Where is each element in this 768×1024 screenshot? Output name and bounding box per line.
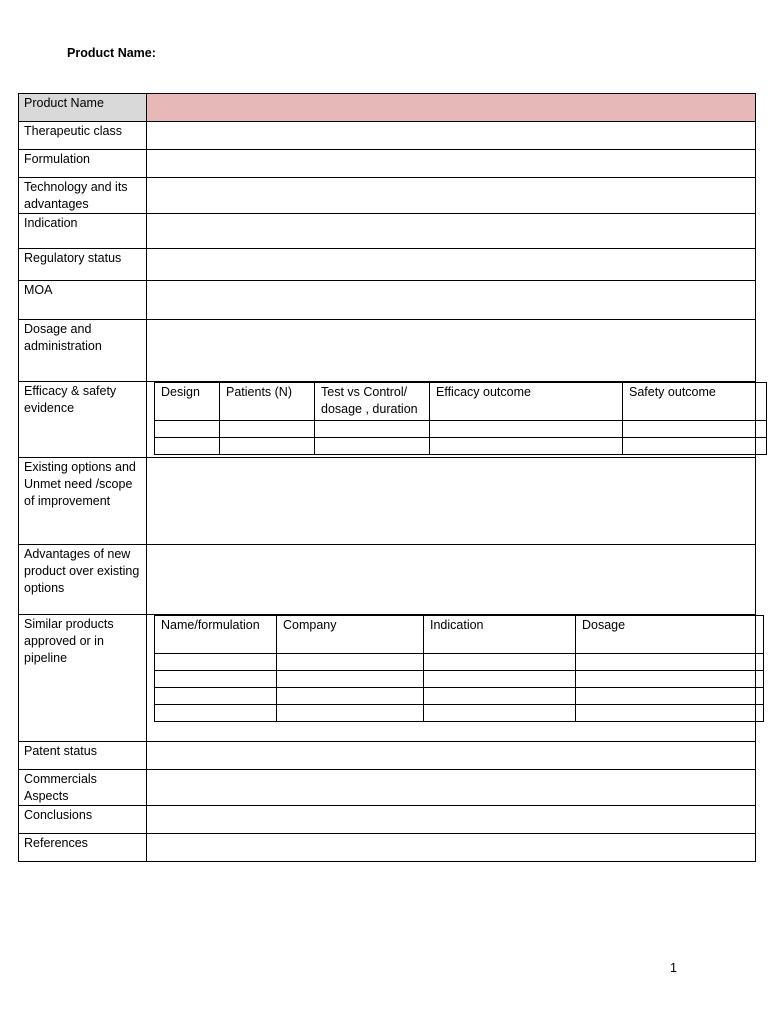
- evidence-cell[interactable]: [155, 421, 220, 438]
- label-commercials: Commercials Aspects: [19, 770, 147, 806]
- similar-row: [155, 671, 764, 688]
- field-patent-status[interactable]: [147, 742, 756, 770]
- page-heading: Product Name:: [67, 46, 156, 60]
- row-dosage-administration: [19, 320, 756, 382]
- evidence-row: [155, 438, 767, 455]
- similar-cell[interactable]: [155, 671, 277, 688]
- field-dosage-administration[interactable]: [147, 320, 756, 382]
- row-efficacy-safety: [19, 382, 756, 458]
- evidence-header-patients: Patients (N): [220, 383, 315, 421]
- label-formulation: Formulation: [19, 150, 147, 178]
- similar-cell[interactable]: [155, 688, 277, 705]
- field-existing-options[interactable]: [147, 458, 756, 545]
- similar-cell[interactable]: [277, 654, 424, 671]
- row-advantages: [19, 545, 756, 615]
- field-advantages[interactable]: [147, 545, 756, 615]
- evidence-cell[interactable]: [623, 438, 767, 455]
- row-formulation: [19, 150, 756, 178]
- similar-products-cell: [147, 615, 756, 742]
- evidence-header-design: Design: [155, 383, 220, 421]
- similar-cell[interactable]: [576, 671, 764, 688]
- similar-cell[interactable]: [424, 688, 576, 705]
- row-technology: [19, 178, 756, 214]
- row-references: [19, 834, 756, 862]
- evidence-cell[interactable]: [220, 438, 315, 455]
- similar-cell[interactable]: [424, 705, 576, 722]
- similar-cell[interactable]: [277, 671, 424, 688]
- similar-cell[interactable]: [424, 654, 576, 671]
- field-therapeutic-class[interactable]: [147, 122, 756, 150]
- similar-cell[interactable]: [155, 705, 277, 722]
- evidence-cell[interactable]: [623, 421, 767, 438]
- label-dosage-administration: Dosage and administration: [19, 320, 147, 382]
- label-existing-options: Existing options and Unmet need /scope of improvement: [19, 458, 147, 545]
- evidence-header-test-vs-control: Test vs Control/ dosage , duration: [315, 383, 430, 421]
- evidence-cell[interactable]: [315, 421, 430, 438]
- efficacy-evidence-cell: [147, 382, 756, 458]
- row-commercials: [19, 770, 756, 806]
- similar-header-row: [155, 616, 764, 654]
- similar-cell[interactable]: [576, 654, 764, 671]
- field-regulatory-status[interactable]: [147, 249, 756, 281]
- row-therapeutic-class: [19, 122, 756, 150]
- label-regulatory-status: Regulatory status: [19, 249, 147, 281]
- label-therapeutic-class: Therapeutic class: [19, 122, 147, 150]
- similar-cell[interactable]: [576, 688, 764, 705]
- row-patent-status: [19, 742, 756, 770]
- product-profile-table: [18, 93, 756, 862]
- field-formulation[interactable]: [147, 150, 756, 178]
- efficacy-evidence-table: [154, 382, 767, 455]
- field-moa[interactable]: [147, 281, 756, 320]
- field-conclusions[interactable]: [147, 806, 756, 834]
- similar-cell[interactable]: [277, 688, 424, 705]
- row-moa: [19, 281, 756, 320]
- page-number: 1: [670, 961, 677, 975]
- similar-cell[interactable]: [576, 705, 764, 722]
- label-advantages: Advantages of new product over existing options: [19, 545, 147, 615]
- similar-header-dosage: Dosage: [576, 616, 764, 654]
- label-indication: Indication: [19, 214, 147, 249]
- evidence-cell[interactable]: [430, 421, 623, 438]
- similar-header-company: Company: [277, 616, 424, 654]
- evidence-row: [155, 421, 767, 438]
- similar-cell[interactable]: [155, 654, 277, 671]
- similar-header-name-formulation: Name/formulation: [155, 616, 277, 654]
- similar-row: [155, 705, 764, 722]
- similar-cell[interactable]: [424, 671, 576, 688]
- field-commercials[interactable]: [147, 770, 756, 806]
- evidence-cell[interactable]: [315, 438, 430, 455]
- row-regulatory-status: [19, 249, 756, 281]
- evidence-header-row: [155, 383, 767, 421]
- field-technology[interactable]: [147, 178, 756, 214]
- field-references[interactable]: [147, 834, 756, 862]
- evidence-header-safety-outcome: Safety outcome: [623, 383, 767, 421]
- evidence-header-efficacy-outcome: Efficacy outcome: [430, 383, 623, 421]
- similar-header-indication: Indication: [424, 616, 576, 654]
- row-similar-products: [19, 615, 756, 742]
- similar-row: [155, 654, 764, 671]
- field-indication[interactable]: [147, 214, 756, 249]
- row-existing-options: [19, 458, 756, 545]
- label-references: References: [19, 834, 147, 862]
- label-moa: MOA: [19, 281, 147, 320]
- row-conclusions: [19, 806, 756, 834]
- label-efficacy-safety: Efficacy & safety evidence: [19, 382, 147, 458]
- label-similar-products: Similar products approved or in pipeline: [19, 615, 147, 742]
- label-conclusions: Conclusions: [19, 806, 147, 834]
- similar-row: [155, 688, 764, 705]
- evidence-cell[interactable]: [430, 438, 623, 455]
- label-product-name: Product Name: [19, 94, 147, 122]
- similar-products-table: [154, 615, 764, 722]
- evidence-cell[interactable]: [220, 421, 315, 438]
- label-technology: Technology and its advantages: [19, 178, 147, 214]
- similar-cell[interactable]: [277, 705, 424, 722]
- evidence-cell[interactable]: [155, 438, 220, 455]
- row-indication: [19, 214, 756, 249]
- field-product-name[interactable]: [147, 94, 756, 122]
- row-product-name: [19, 94, 756, 122]
- label-patent-status: Patent status: [19, 742, 147, 770]
